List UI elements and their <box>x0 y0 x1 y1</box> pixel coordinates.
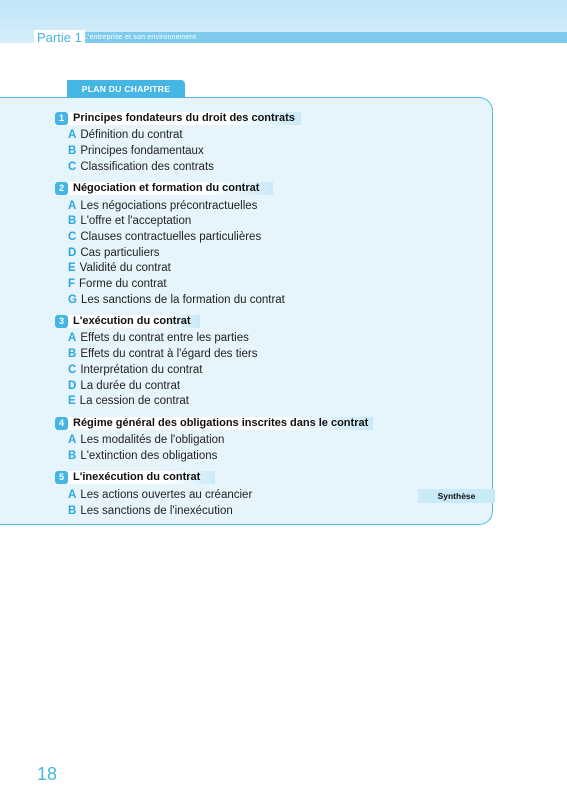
item-letter: F <box>68 278 76 290</box>
section-3-heading[interactable] <box>55 315 200 328</box>
item-letter: D <box>68 380 77 392</box>
section-number: 5 <box>55 471 68 484</box>
item-letter: D <box>68 247 77 259</box>
plan-item[interactable] <box>68 277 167 292</box>
item-text: La durée du contrat <box>80 380 181 392</box>
item-text: Les sanctions de l'inexécution <box>80 505 233 517</box>
plan-item[interactable] <box>68 230 261 245</box>
section-1-heading[interactable] <box>55 112 301 125</box>
partie-label: Partie 1 <box>34 30 85 45</box>
plan-item[interactable] <box>68 199 257 214</box>
plan-item[interactable] <box>68 293 285 308</box>
section-number: 2 <box>55 182 68 195</box>
item-text: L'extinction des obligations <box>80 450 218 462</box>
item-text: Les actions ouvertes au créancier <box>80 489 253 501</box>
item-text: Principes fondamentaux <box>80 145 204 157</box>
plan-item[interactable] <box>68 214 191 229</box>
item-letter: C <box>68 231 77 243</box>
item-text: Validité du contrat <box>79 262 171 274</box>
item-text: Les négociations précontractuelles <box>80 200 258 212</box>
plan-item[interactable] <box>68 433 224 448</box>
item-text: Interprétation du contrat <box>80 364 203 376</box>
section-number: 3 <box>55 315 68 328</box>
plan-item[interactable] <box>68 261 171 276</box>
item-text: Cas particuliers <box>80 247 160 259</box>
item-letter: A <box>68 332 77 344</box>
plan-item[interactable] <box>68 128 183 143</box>
item-letter: B <box>68 348 77 360</box>
item-text: Les modalités de l'obligation <box>80 434 225 446</box>
item-text: Définition du contrat <box>80 129 183 141</box>
item-text: Les sanctions de la formation du contrat <box>80 294 285 306</box>
plan-item[interactable] <box>68 449 217 464</box>
item-letter: E <box>68 262 76 274</box>
section-2-heading[interactable] <box>55 182 273 195</box>
item-text: Forme du contrat <box>79 278 167 290</box>
plan-item[interactable] <box>68 504 233 519</box>
section-title: Négociation et formation du contrat <box>73 182 260 194</box>
section-title: Principes fondateurs du droit des contrats <box>73 112 295 124</box>
item-letter: B <box>68 505 77 517</box>
item-text: La cession de contrat <box>79 395 189 407</box>
partie-title: L'entreprise et son environnement <box>84 34 197 41</box>
plan-item[interactable] <box>68 160 214 175</box>
item-text: Classification des contrats <box>80 161 214 173</box>
item-letter: E <box>68 395 76 407</box>
plan-item[interactable] <box>68 488 252 503</box>
item-letter: B <box>68 450 77 462</box>
section-4-heading[interactable] <box>55 417 373 430</box>
item-letter: A <box>68 434 77 446</box>
item-letter: C <box>68 161 77 173</box>
section-5-heading[interactable] <box>55 471 215 484</box>
item-letter: A <box>68 200 77 212</box>
item-letter: B <box>68 145 77 157</box>
page-number: 18 <box>37 764 58 784</box>
item-text: L'offre et l'acceptation <box>80 215 192 227</box>
plan-item[interactable] <box>68 331 249 346</box>
item-letter: B <box>68 215 77 227</box>
plan-item[interactable] <box>68 144 204 159</box>
section-number: 4 <box>55 417 68 430</box>
section-number: 1 <box>55 112 68 125</box>
section-title: L'exécution du contrat <box>73 315 191 327</box>
section-title: L'inexécution du contrat <box>73 471 201 483</box>
section-title: Régime général des obligations inscrites dans le contrat <box>73 417 369 429</box>
plan-item[interactable] <box>68 363 202 378</box>
plan-item[interactable] <box>68 246 160 261</box>
plan-item[interactable] <box>68 379 180 394</box>
plan-du-chapitre-tab: PLAN DU CHAPITRE <box>67 80 185 98</box>
plan-item[interactable] <box>68 347 257 362</box>
item-text: Clauses contractuelles particulières <box>80 231 262 243</box>
item-letter: A <box>68 489 77 501</box>
synthese-link[interactable]: Synthèse <box>418 489 495 503</box>
item-text: Effets du contrat entre les parties <box>80 332 249 344</box>
item-letter: A <box>68 129 77 141</box>
item-text: Effets du contrat à l'égard des tiers <box>80 348 258 360</box>
plan-item[interactable] <box>68 394 189 409</box>
item-letter: C <box>68 364 77 376</box>
item-letter: G <box>68 294 77 306</box>
